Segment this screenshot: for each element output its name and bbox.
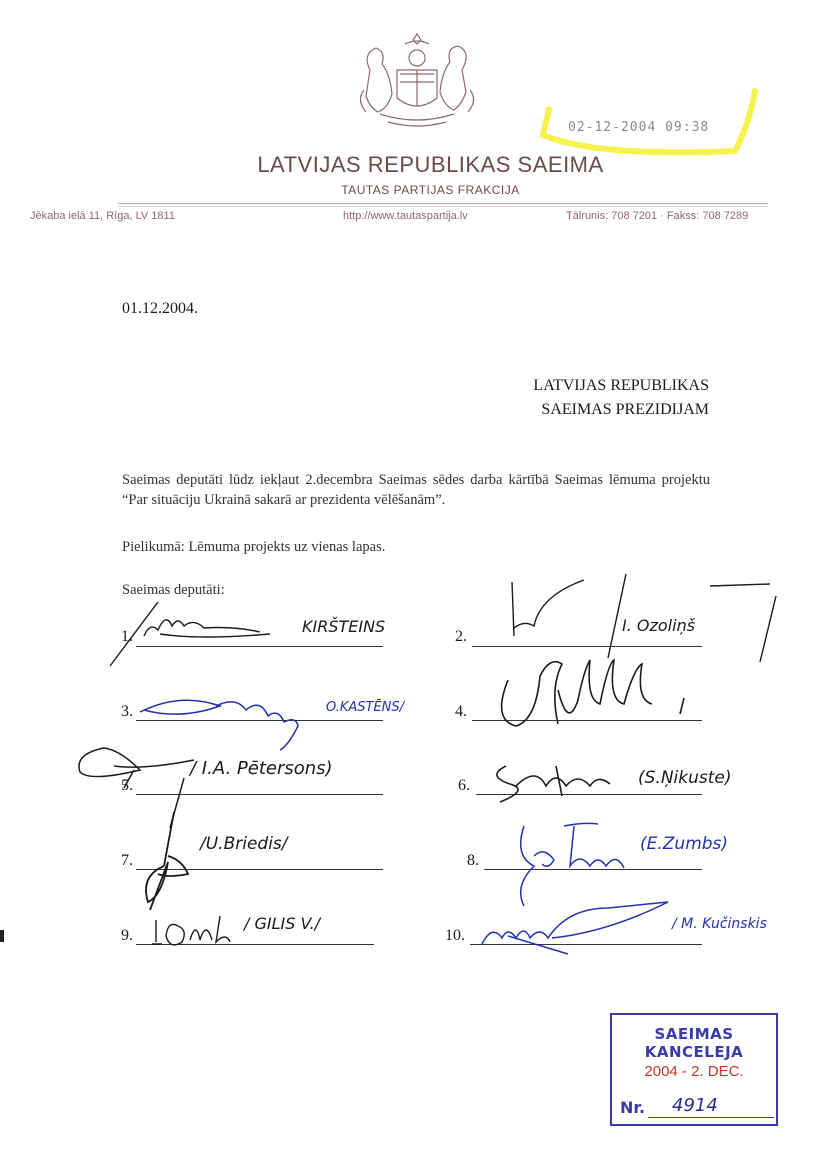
handwritten-signature: [478, 896, 678, 956]
letter-body: Saeimas deputāti lūdz iekļaut 2.decembra Saeimas sēdes darba kārtībā Saeimas lēmuma projektu “Par situāciju Ukrainā sakarā ar prezidenta vēlēšanām”.: [122, 472, 710, 508]
phone-fax: Tālrunis: 708 7201 · Fakss: 708 7289: [566, 210, 749, 222]
signer-name: O.KASTĒNS/: [326, 700, 405, 715]
letter-date: 01.12.2004.: [122, 300, 198, 317]
attachment-note: Pielikumā: Lēmuma projekts uz vienas lapas.: [122, 539, 386, 555]
signature-number: 3.: [121, 703, 133, 720]
handwritten-signature: [100, 594, 300, 674]
signer-name: /U.Briedis/: [200, 834, 288, 854]
handwritten-signature: [134, 806, 214, 916]
signer-name: KIRŠTEINS: [302, 617, 386, 636]
header-divider: [118, 203, 768, 204]
deputies-label: Saeimas deputāti:: [122, 582, 225, 598]
stamp-date: 2004 - 2. DEC.: [644, 1063, 744, 1080]
signer-name: / M. Kučinskis: [672, 916, 767, 932]
signer-name: / I.A. Pētersons): [190, 758, 333, 779]
recipient-line: LATVIJAS REPUBLIKAS: [533, 377, 709, 394]
signer-name: (S.Ņikuste): [638, 768, 732, 788]
signature-number: 10.: [445, 927, 465, 944]
recipient-block: [460, 374, 709, 422]
signature-number: 8.: [467, 852, 479, 869]
website-link[interactable]: http://www.tautaspartija.lv: [343, 210, 468, 222]
signer-name: I. Ozoliņš: [622, 616, 696, 635]
stamp-title: SAEIMAS KANCELEJA: [644, 1025, 744, 1061]
signature-number: 5.: [121, 777, 133, 794]
reception-stamp: [610, 1013, 778, 1126]
coat-of-arms-emblem: [350, 30, 484, 130]
faction-name: TAUTAS PARTIJAS FRAKCIJA: [341, 183, 520, 197]
signature-number: 2.: [455, 628, 467, 645]
stamp-number-label: Nr.: [620, 1098, 646, 1117]
signature-number: 9.: [121, 927, 133, 944]
signer-name: (E.Zumbs): [640, 834, 729, 854]
scan-edge-mark: [0, 930, 4, 942]
signature-number: 7.: [121, 852, 133, 869]
handwritten-signature: [136, 688, 336, 738]
handwritten-signature: [150, 912, 240, 952]
header-divider-secondary: [118, 206, 768, 207]
stamp-number-line: [648, 1117, 774, 1118]
signature-number: 4.: [455, 703, 467, 720]
signature-number: 1.: [121, 628, 133, 645]
recipient-line: SAEIMAS PREZIDIJAM: [541, 401, 709, 418]
signature-number: 6.: [458, 777, 470, 794]
signer-name: / GILIS V./: [244, 914, 321, 933]
stamp-number-value: 4914: [672, 1095, 718, 1116]
address: Jēkaba ielā 11, Rīga, LV 1811: [30, 210, 175, 222]
handwritten-signature: [486, 756, 636, 806]
handwritten-signature: [488, 650, 698, 740]
organization-name: LATVIJAS REPUBLIKAS SAEIMA: [257, 152, 604, 177]
received-timestamp: 02-12-2004 09:38: [568, 120, 710, 135]
